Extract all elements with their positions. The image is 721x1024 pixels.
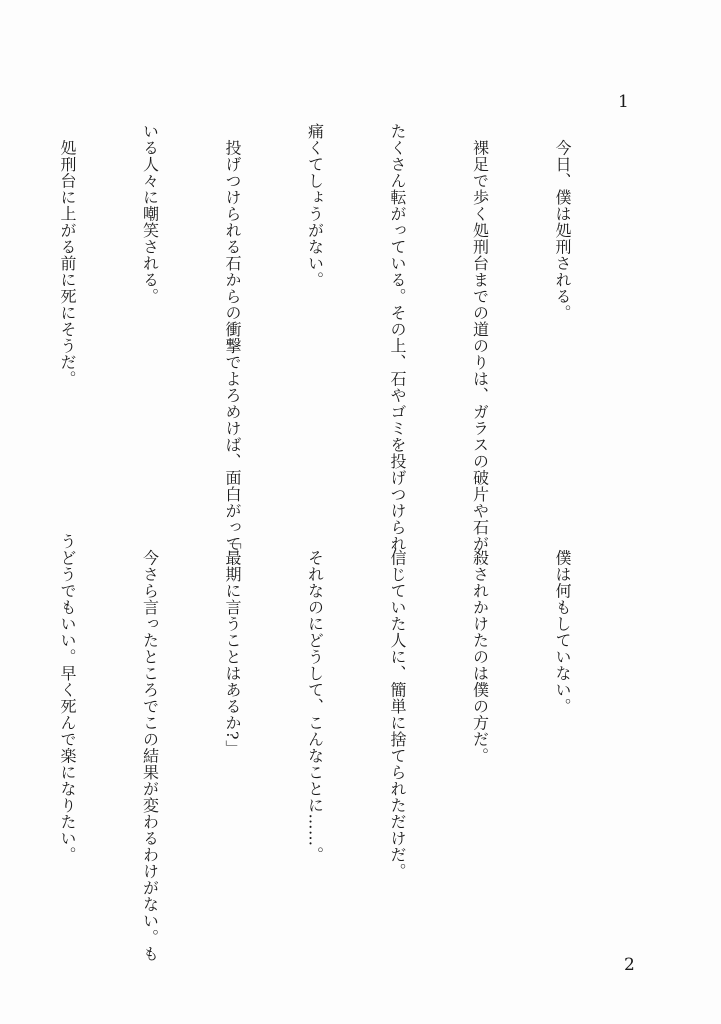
text-line: 「最期に言うことはあるか?」 bbox=[223, 533, 242, 757]
text-line: 殺されかけたのは僕の方だ。 bbox=[470, 533, 490, 764]
text-line: それなのにどうして、こんなことに……。 bbox=[305, 533, 325, 863]
text-line: 処刑台に上がる前に死にそうだ。 bbox=[58, 123, 77, 387]
text-line: 今日、僕は処刑される。 bbox=[553, 123, 572, 321]
text-line: いる人々に嘲笑される。 bbox=[140, 123, 160, 305]
text-line: うどうでもいい。早く死んで楽になりたい。 bbox=[58, 533, 77, 863]
text-line: 今さら言ったところでこの結果が変わるわけがない。も bbox=[140, 533, 160, 962]
text-line: 僕は何もしていない。 bbox=[553, 533, 572, 715]
upper-text-block bbox=[0, 123, 631, 552]
text-line: 裸足で歩く処刑台までの道のりは、ガラスの破片や石が bbox=[470, 123, 490, 552]
text-line: 痛くてしょうがない。 bbox=[305, 123, 325, 288]
page-number: 2 bbox=[624, 955, 635, 975]
lower-text-block bbox=[0, 533, 631, 962]
text-line: 投げつけられる石からの衝撃でよろめけば、面白がって bbox=[223, 123, 242, 552]
chapter-number: 1 bbox=[618, 92, 629, 112]
text-line: たくさん転がっている。その上、石やゴミを投げつけられ bbox=[388, 123, 407, 552]
text-line: 信じていた人に、簡単に捨てられただけだ。 bbox=[388, 533, 407, 880]
